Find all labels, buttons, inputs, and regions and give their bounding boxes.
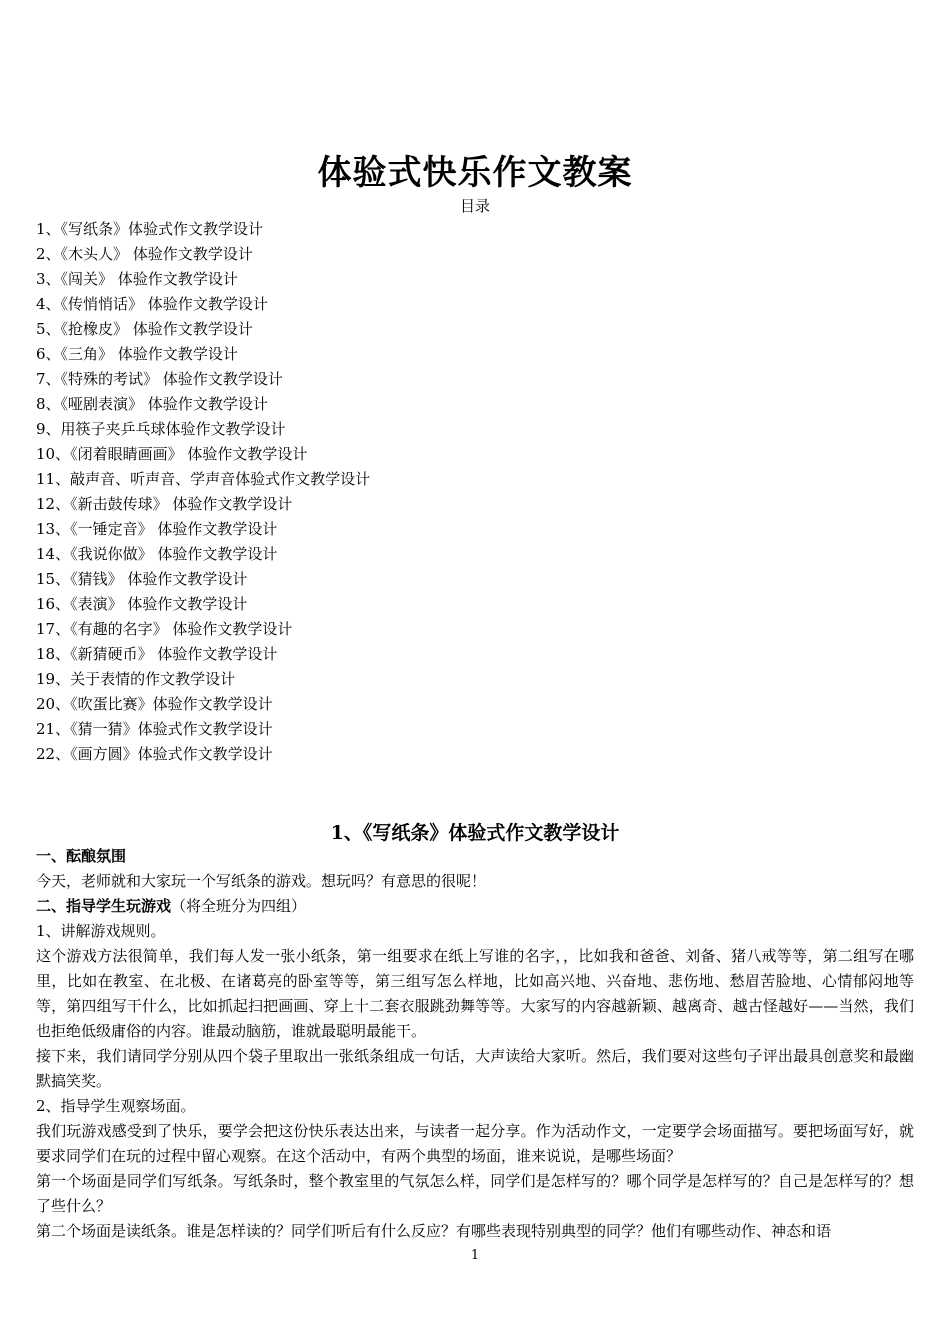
paragraph: 我们玩游戏感受到了快乐，要学会把这份快乐表达出来，与读者一起分享。作为活动作文，一定要学会场面描写。要把场面写好，就要求同学们在玩的过程中留心观察。在这个活动中，有两个典型的场面，谁来说说，是哪些场面？: [36, 1122, 914, 1165]
section-heading: 一、酝酿氛围: [36, 847, 127, 865]
toc-item: 9、用筷子夹乒乓球体验作文教学设计: [36, 420, 286, 438]
toc-item: 6、《三角》 体验作文教学设计: [36, 345, 238, 363]
paragraph: 第一个场面是同学们写纸条。写纸条时，整个教室里的气氛怎么样，同学们是怎样写的？哪个同学是怎样写的？自己是怎样写的？想了些什么？: [36, 1172, 914, 1215]
toc-item: 12、《新击鼓传球》 体验作文教学设计: [36, 495, 293, 513]
paragraph: 1、讲解游戏规则。: [36, 922, 166, 940]
paragraph: 接下来，我们请同学分别从四个袋子里取出一张纸条组成一句话，大声读给大家听。然后，我们要对这些句子评出最具创意奖和最幽默搞笑奖。: [36, 1047, 914, 1090]
toc-item: 20、《吹蛋比赛》体验作文教学设计: [36, 695, 273, 713]
toc-item: 17、《有趣的名字》 体验作文教学设计: [36, 620, 293, 638]
toc-heading: 目录: [459, 197, 490, 215]
section-heading-line: [36, 894, 914, 919]
toc-item: 11、敲声音、听声音、学声音体验式作文教学设计: [36, 470, 371, 488]
section-title: 1、《写纸条》体验式作文教学设计: [330, 822, 620, 844]
document-title: 体验式快乐作文教案: [317, 153, 633, 193]
toc-item: 13、《一锤定音》 体验作文教学设计: [36, 520, 278, 538]
toc-item: 14、《我说你做》 体验作文教学设计: [36, 545, 278, 563]
page-number: 1: [470, 1248, 480, 1263]
toc-item: 8、《哑剧表演》 体验作文教学设计: [36, 395, 268, 413]
table-of-contents: [36, 217, 916, 767]
paragraph: 2、指导学生观察场面。: [36, 1097, 196, 1115]
toc-item: 16、《表演》 体验作文教学设计: [36, 595, 248, 613]
toc-item: 5、《抢橡皮》 体验作文教学设计: [36, 320, 253, 338]
toc-item: 15、《猜钱》 体验作文教学设计: [36, 570, 248, 588]
paragraph: 第二个场面是读纸条。谁是怎样读的？同学们听后有什么反应？有哪些表现特别典型的同学？他们有哪些动作、神态和语: [36, 1222, 832, 1240]
paragraph: 今天，老师就和大家玩一个写纸条的游戏。想玩吗？有意思的很呢！: [36, 872, 487, 890]
section-heading: 二、指导学生玩游戏: [36, 897, 172, 915]
toc-item: 19、关于表情的作文教学设计: [36, 670, 236, 688]
heading-note: （将全班分为四组）: [171, 897, 307, 915]
toc-item: 21、《猜一猜》体验式作文教学设计: [36, 720, 273, 738]
toc-item: 22、《画方圆》体验式作文教学设计: [36, 745, 273, 763]
toc-item: 3、《闯关》 体验作文教学设计: [36, 270, 238, 288]
toc-item: 18、《新猜硬币》 体验作文教学设计: [36, 645, 278, 663]
toc-item: 10、《闭着眼睛画画》 体验作文教学设计: [36, 445, 308, 463]
toc-item: 7、《特殊的考试》 体验作文教学设计: [36, 370, 283, 388]
section-body: [36, 844, 914, 1244]
toc-item: 4、《传悄悄话》 体验作文教学设计: [36, 295, 268, 313]
toc-item: 1、《写纸条》体验式作文教学设计: [36, 220, 264, 238]
paragraph: 这个游戏方法很简单，我们每人发一张小纸条，第一组要求在纸上写谁的名字，，比如我和爸爸、刘备、猪八戒等等，第二组写在哪里，比如在教室、在北极、在诸葛亮的卧室等等，第三组写怎么样地，比如高兴地、兴奋地、悲伤地、愁眉苦脸地、心情郁闷地等等，第四组写干什么，比如抓起扫把画画、穿上十二套衣服跳劲舞等等。大家写的内容越新颖、越离奇、越古怪越好——当然，我们也拒绝低级庸俗的内容。谁最动脑筋，谁就最聪明最能干。: [36, 947, 914, 1040]
toc-item: 2、《木头人》 体验作文教学设计: [36, 245, 253, 263]
